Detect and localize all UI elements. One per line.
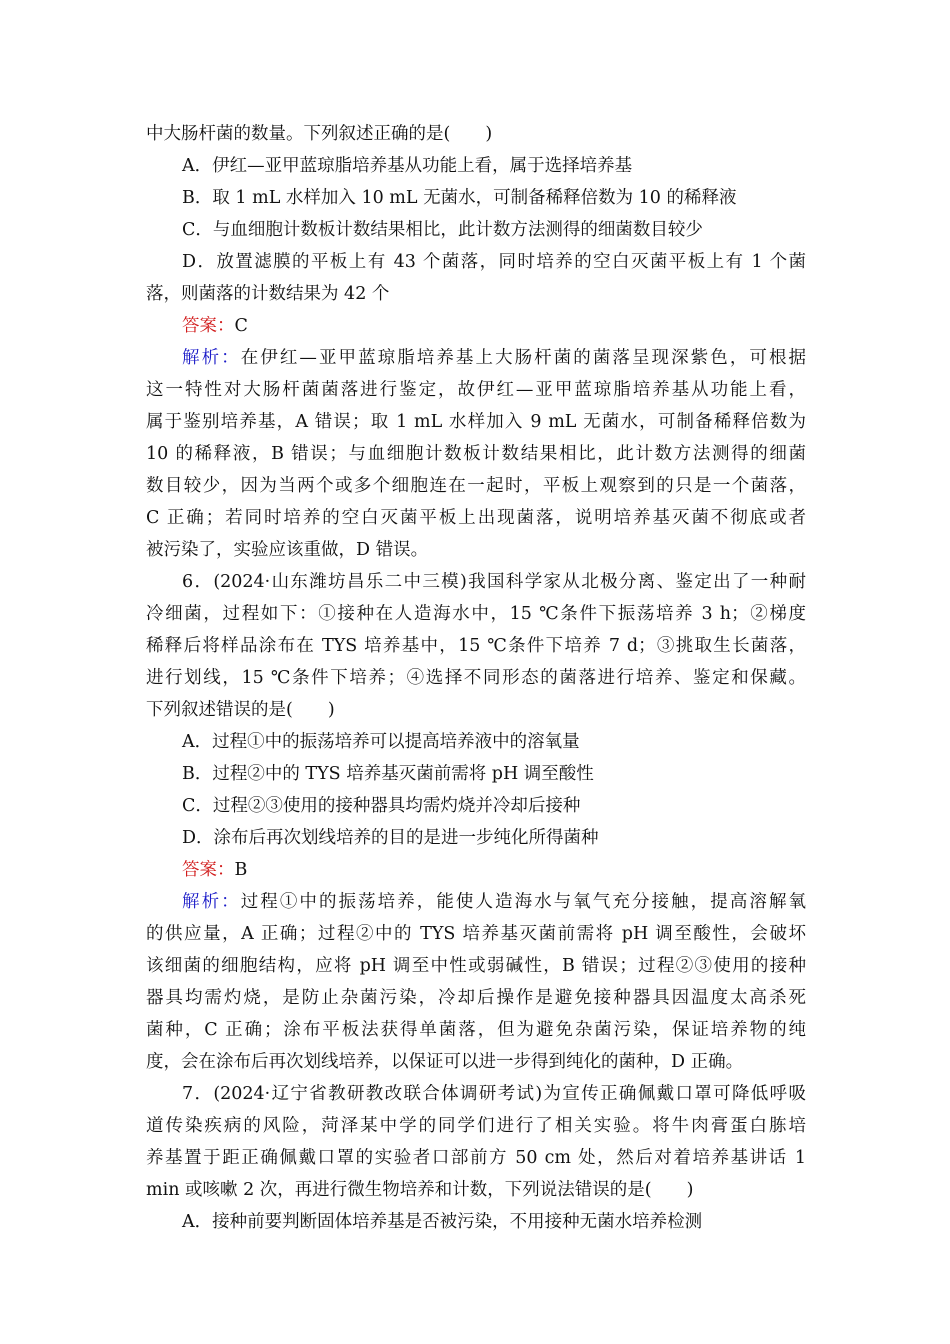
q5-analysis-line2: 这一特性对大肠杆菌菌落进行鉴定，故伊红—亚甲蓝琼脂培养基从功能上看，	[146, 380, 806, 400]
answer-label: 答案：	[182, 860, 235, 880]
q6-analysis-line6: 度，会在涂布后再次划线培养，以保证可以进一步得到纯化的菌种，D 正确。	[146, 1052, 744, 1072]
q5-analysis-line1	[182, 346, 806, 370]
q5-option-d-line2: 落，则菌落的计数结果为 42 个	[146, 284, 390, 304]
q5-analysis-line6: C 正确；若同时培养的空白灭菌平板上出现菌落，说明培养基灭菌不彻底或者	[146, 508, 806, 528]
q5-option-d-line1: D．放置滤膜的平板上有 43 个菌落，同时培养的空白灭菌平板上有 1 个菌	[182, 252, 806, 272]
q7-stem-line4: min 或咳嗽 2 次，再进行微生物培养和计数，下列说法错误的是( )	[146, 1180, 694, 1200]
analysis-label: 解析：	[182, 348, 241, 368]
q7-stem-line2: 道传染疾病的风险，菏泽某中学的同学们进行了相关实验。将牛肉膏蛋白胨培	[146, 1116, 806, 1136]
q6-stem-line2: 冷细菌，过程如下：①接种在人造海水中，15 ℃条件下振荡培养 3 h；②梯度	[146, 604, 806, 624]
q7-option-a: A．接种前要判断固体培养基是否被污染，不用接种无菌水培养检测	[182, 1212, 703, 1232]
q6-stem-line5: 下列叙述错误的是( )	[146, 700, 335, 720]
q6-stem-line4: 进行划线，15 ℃条件下培养；④选择不同形态的菌落进行培养、鉴定和保藏。	[146, 668, 806, 688]
q5-analysis-line4: 10 的稀释液，B 错误；与血细胞计数板计数结果相比，此计数方法测得的细菌	[146, 444, 806, 464]
q6-analysis-line1	[182, 890, 806, 914]
q6-answer	[182, 858, 806, 882]
q5-stem-tail: 中大肠杆菌的数量。下列叙述正确的是( )	[146, 124, 493, 144]
q6-option-b: B．过程②中的 TYS 培养基灭菌前需将 pH 调至酸性	[182, 764, 594, 784]
q6-option-d: D．涂布后再次划线培养的目的是进一步纯化所得菌种	[182, 828, 599, 848]
q6-stem-line3: 稀释后将样品涂布在 TYS 培养基中，15 ℃条件下培养 7 d；③挑取生长菌落，	[146, 636, 806, 656]
q6-option-c: C．过程②③使用的接种器具均需灼烧并冷却后接种	[182, 796, 581, 816]
q6-option-a: A．过程①中的振荡培养可以提高培养液中的溶氧量	[182, 732, 580, 752]
q5-analysis-text: 在伊红—亚甲蓝琼脂培养基上大肠杆菌的菌落呈现深紫色，可根据	[240, 348, 807, 368]
answer-label: 答案：	[182, 316, 235, 336]
q6-analysis-line4: 器具均需灼烧，是防止杂菌污染，冷却后操作是避免接种器具因温度太高杀死	[146, 988, 806, 1008]
q5-option-a: A．伊红—亚甲蓝琼脂培养基从功能上看，属于选择培养基	[182, 156, 633, 176]
q6-analysis-line5: 菌种，C 正确；涂布平板法获得单菌落，但为避免杂菌污染，保证培养物的纯	[146, 1020, 806, 1040]
q6-answer-value: B	[234, 860, 248, 880]
analysis-label: 解析：	[182, 892, 241, 912]
q5-analysis-line7: 被污染了，实验应该重做，D 错误。	[146, 540, 429, 560]
q7-stem-line3: 养基置于距正确佩戴口罩的实验者口部前方 50 cm 处，然后对着培养基讲话 1	[146, 1148, 806, 1168]
q5-answer-value: C	[234, 316, 248, 336]
q6-analysis-text: 过程①中的振荡培养，能使人造海水与氧气充分接触，提高溶解氧	[240, 892, 807, 912]
q6-stem-line1: 6．(2024·山东潍坊昌乐二中三模)我国科学家从北极分离、鉴定出了一种耐	[182, 572, 806, 592]
q5-option-b: B．取 1 mL 水样加入 10 mL 无菌水，可制备稀释倍数为 10 的稀释液	[182, 188, 737, 208]
q6-analysis-line3: 该细菌的细胞结构，应将 pH 调至中性或弱碱性，B 错误；过程②③使用的接种	[146, 956, 806, 976]
q5-option-c: C．与血细胞计数板计数结果相比，此计数方法测得的细菌数目较少	[182, 220, 703, 240]
q5-analysis-line5: 数目较少，因为当两个或多个细胞连在一起时，平板上观察到的只是一个菌落，	[146, 476, 806, 496]
q6-analysis-line2: 的供应量，A 正确；过程②中的 TYS 培养基灭菌前需将 pH 调至酸性，会破坏	[146, 924, 806, 944]
q7-stem-line1: 7．(2024·辽宁省教研教改联合体调研考试)为宣传正确佩戴口罩可降低呼吸	[182, 1084, 806, 1104]
q5-answer	[182, 314, 806, 338]
q5-analysis-line3: 属于鉴别培养基，A 错误；取 1 mL 水样加入 9 mL 无菌水，可制备稀释倍数为	[146, 412, 806, 432]
